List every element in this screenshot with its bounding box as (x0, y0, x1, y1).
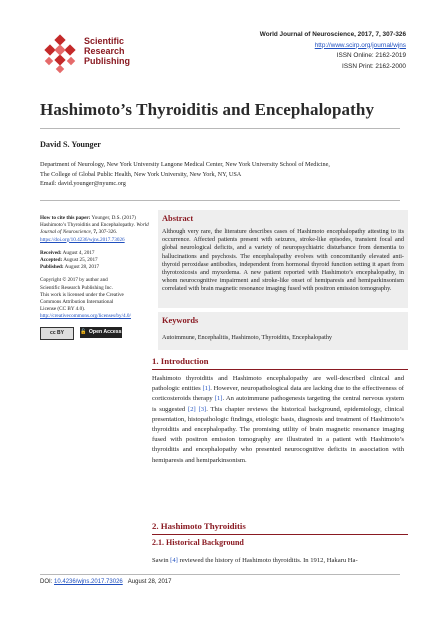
divider (40, 200, 400, 201)
reference-link[interactable]: [2] (188, 405, 196, 413)
reference-link[interactable]: [1] (202, 385, 211, 393)
author-email: Email: david.younger@nyumc.org (40, 180, 126, 188)
license-badges (40, 327, 152, 340)
section-rule (152, 534, 408, 535)
affiliations: Department of Neurology, New York University Langone Medical Center, New York University School of Medicine, The College of Global Public Health, New York University, New York, NY, USA Email: david.younger@nyumc.org (40, 160, 405, 189)
abstract-heading: Abstract (162, 214, 194, 223)
journal-url-link[interactable]: http://www.scirp.org/journal/wjns (314, 41, 406, 49)
footer-doi-link[interactable]: 10.4236/wjns.2017.73026 (54, 579, 123, 585)
footer-divider (40, 574, 400, 575)
article-title: Hashimoto’s Thyroiditis and Encephalopathy (40, 100, 375, 119)
doi-link[interactable]: https://doi.org/10.4236/wjns.2017.73026 (40, 236, 125, 243)
reference-link[interactable]: [1] (214, 395, 223, 403)
keywords-heading: Keywords (162, 316, 199, 325)
dates: Received: August 4, 2017 Accepted: August 25, 2017 Published: August 28, 2017 (40, 249, 100, 271)
abstract-text: Although very rare, the literature describes cases of Hashimoto encephalopathy attesting to its occurrence. Affected patients present with seizures, stroke-like episodes, transient focal and global neurological deficits, and a variety of neuropsychiatric disturbance from dementia to hallucinations and psychosis. The encephalopathy evolves with concomitantly elevated anti-thyroid peroxidase antibodies, independent from hormonal thyroid function setting it apart from thyrotoxicosis and myxedema. A new patient reported with Hashimoto’s encephalopathy, in whom neurocognitive impairment and stroke-like onset of hemiparesis and hemiparkinsonism correlated with brain magnetic resonance imaging fused with positron emission tomography. (162, 228, 404, 293)
section-heading-introduction: 1. Introduction (152, 356, 209, 366)
issn-online: ISSN Online: 2162-2019 (336, 52, 406, 59)
logo-icon (40, 34, 80, 74)
journal-title: World Journal of Neuroscience, 2017, 7, 307-326 (259, 31, 406, 38)
author-name: David S. Younger (40, 140, 101, 149)
subsection-heading-historical-background: 2.1. Historical Background (152, 538, 244, 547)
cc-by-badge[interactable]: cc BY (40, 327, 74, 340)
copyright: Copyright © 2017 by author and Scientific Research Publishing Inc. This work is licensed under the Creative Commons Attribution International License (CC BY 4.0). http://creativecommons.org/licenses/by/4.0/ (40, 277, 131, 320)
keywords-text: Autoimmune, Encephalitis, Hashimoto, Thyroiditis, Encephalopathy (162, 334, 333, 341)
publisher-logo (40, 34, 80, 74)
footer-date: August 28, 2017 (127, 579, 172, 585)
reference-link[interactable]: [4] (170, 557, 178, 564)
reference-link[interactable]: [3] (198, 405, 207, 413)
license-link[interactable]: http://creativecommons.org/licenses/by/4.0/ (40, 313, 131, 320)
historical-background-text: Sawin [4] reviewed the history of Hashimoto thyroiditis. In 1912, Hakaru Ha- (152, 557, 358, 564)
lock-open-icon: 🔓 (80, 328, 87, 335)
open-access-badge[interactable]: 🔓 Open Access (80, 327, 122, 338)
journal-info (260, 30, 406, 72)
section-heading-hashimoto-thyroiditis: 2. Hashimoto Thyroiditis (152, 521, 246, 531)
section-rule (152, 369, 408, 370)
page-footer: DOI: 10.4236/wjns.2017.73026 August 28, 2017 (40, 579, 172, 585)
introduction-text: Hashimoto thyroiditis and Hashimoto encephalopathy are well-described clinical and pathologic entities [1]. However, neuropathological data are lacking due to the effectiveness of corticosteroids therapy [1]. An autoimmune pathogenesis targeting the central nervous system is suggested [2] [3]. This chapter reviews the historical background, epidemiology, clinical presentation, histopathologic findings, etiologic basis, diagnosis and treatment of Hashimoto’s thyroiditis and encephalopathy. The promising utility of brain magnetic resonance imaging fused with positron emission tomography are illustrated in a patient with Hashimoto’s thyroiditis and encephalopathy who presented neurocognitive deficits in association with hemiparesis and hemiparkinsonism. (152, 375, 404, 464)
citation: How to cite this paper: Younger, D.S. (2017) Hashimoto’s Thyroiditis and Encephalopathy. World Journal of Neuroscience, 7, 307-326. https://doi.org/10.4236/wjns.2017.73026 (40, 215, 149, 243)
issn-print: ISSN Print: 2162-2000 (342, 62, 406, 70)
divider (40, 128, 400, 129)
article-sidebar (40, 215, 152, 340)
publisher-name: Scientific Research Publishing (84, 36, 130, 66)
